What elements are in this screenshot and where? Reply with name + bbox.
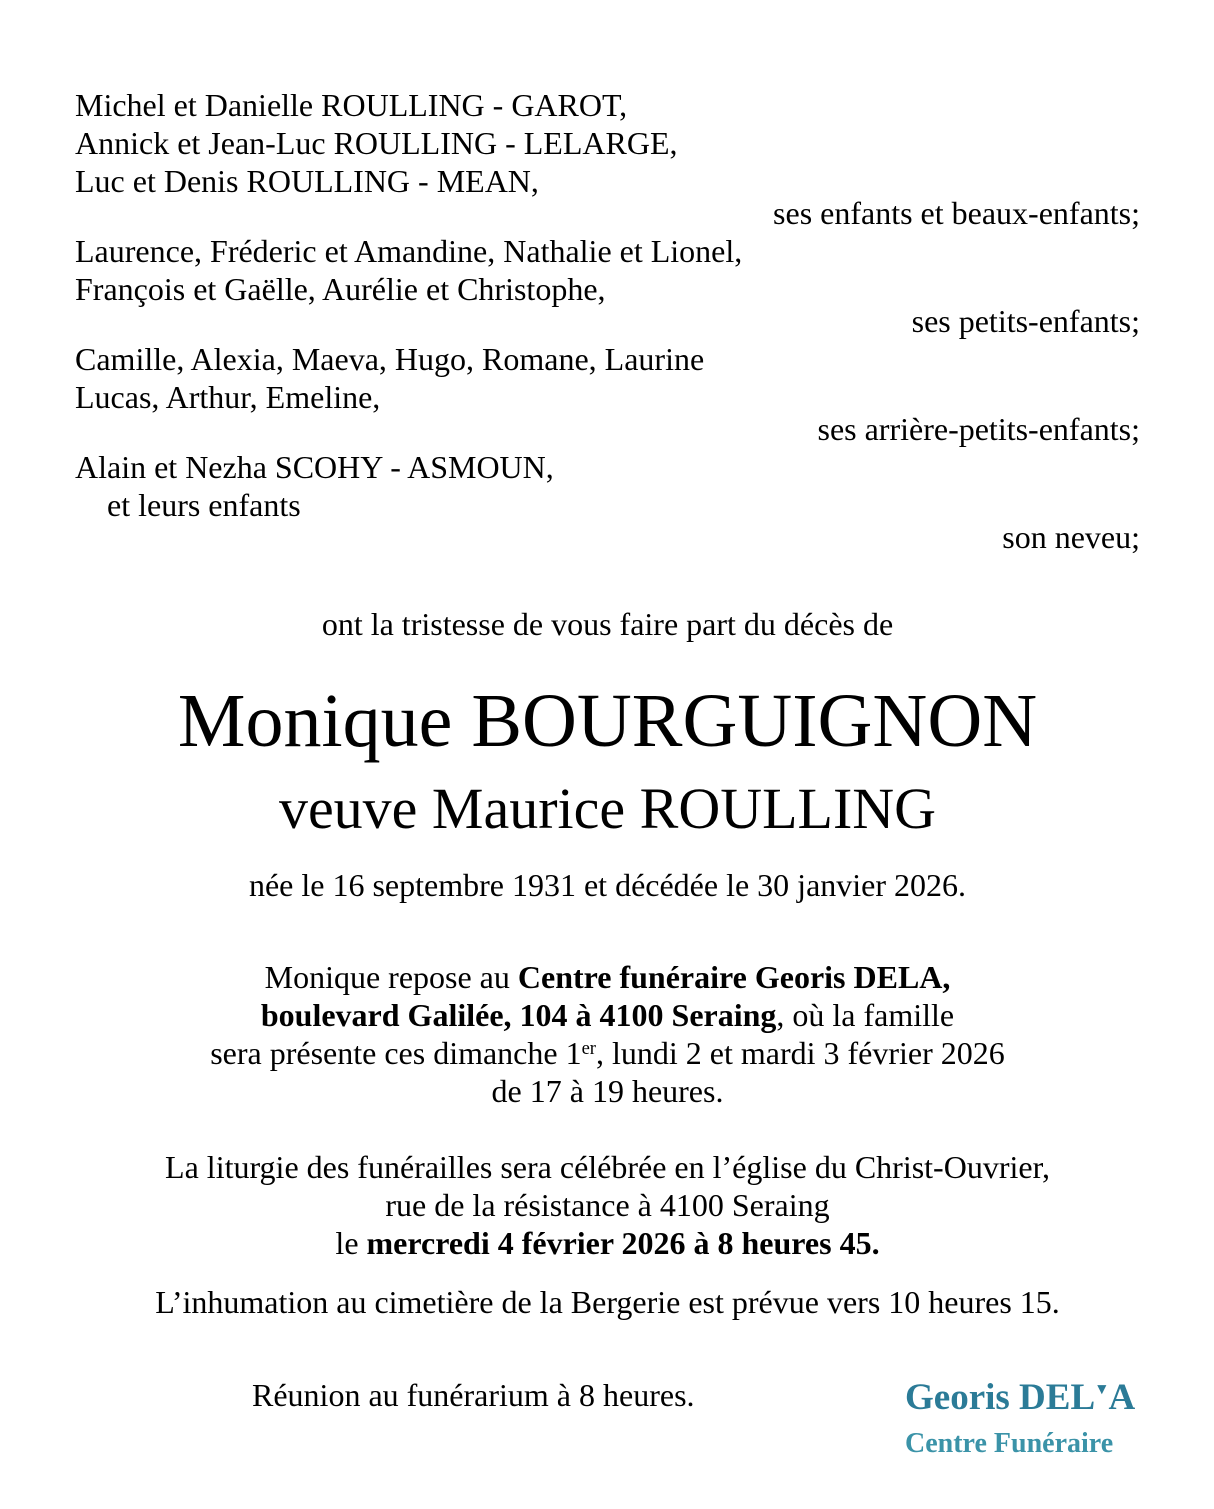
announcement-intro: ont la tristesse de vous faire part du décès de	[321, 606, 894, 642]
family-member-line: Alain et Nezha SCOHY - ASMOUN,	[75, 449, 554, 485]
relation-label: son neveu;	[1002, 519, 1140, 555]
repose-line-4: de 17 à 19 heures.	[491, 1073, 724, 1109]
dela-triangle-icon: ▼	[1094, 1381, 1110, 1398]
relation-label: ses enfants et beaux-enfants;	[773, 195, 1140, 231]
repose-line-2-bold: boulevard Galilée, 104 à 4100 Seraing	[260, 997, 777, 1033]
funeral-home-logo	[905, 1372, 1135, 1460]
repose-line-3	[75, 1034, 1140, 1072]
liturgy-paragraph	[75, 1148, 1140, 1262]
liturgy-line-3	[75, 1224, 1140, 1262]
liturgy-line-3-bold: mercredi 4 février 2026 à 8 heures 45.	[366, 1225, 880, 1261]
logo-brand-name	[905, 1372, 1135, 1418]
repose-line-1	[75, 958, 1140, 996]
repose-line-3-end: , lundi 2 et mardi 3 février 2026	[596, 1035, 1005, 1071]
family-member-line: Laurence, Fréderic et Amandine, Nathalie et Lionel,	[75, 233, 743, 269]
logo-brand-part1: Georis DEL	[905, 1377, 1096, 1419]
ordinal-superscript: er	[581, 1037, 596, 1059]
repose-line-1-normal: Monique repose au	[264, 959, 518, 995]
burial-line: L’inhumation au cimetière de la Bergerie est prévue vers 10 heures 15.	[155, 1284, 1060, 1320]
repose-line-2	[75, 996, 1140, 1034]
birth-death-dates: née le 16 septembre 1931 et décédée le 30 janvier 2026.	[248, 867, 967, 903]
liturgy-line-2: rue de la résistance à 4100 Seraing	[385, 1187, 830, 1223]
family-member-line: François et Gaëlle, Aurélie et Christophe,	[75, 271, 606, 307]
liturgy-line-3-normal: le	[335, 1225, 367, 1261]
family-member-line: et leurs enfants	[75, 487, 301, 523]
repose-paragraph	[75, 958, 1140, 1110]
family-member-line: Camille, Alexia, Maeva, Hugo, Romane, Laurine	[75, 341, 705, 377]
repose-line-2-normal: , où la famille	[776, 997, 955, 1033]
logo-subtitle: Centre Funéraire	[905, 1428, 1114, 1460]
logo-brand-part2: A	[1108, 1377, 1136, 1419]
widow-of-line: veuve Maurice ROULLING	[278, 776, 937, 841]
family-member-line: Lucas, Arthur, Emeline,	[75, 379, 381, 415]
repose-line-1-bold: Centre funéraire Georis DELA,	[517, 959, 951, 995]
family-member-line: Luc et Denis ROULLING - MEAN,	[75, 163, 539, 199]
relation-label: ses petits-enfants;	[911, 303, 1140, 339]
family-section	[75, 86, 1140, 556]
deceased-name: Monique BOURGUIGNON	[177, 679, 1038, 763]
family-member-line: Michel et Danielle ROULLING - GAROT,	[75, 87, 628, 123]
liturgy-line-1: La liturgie des funérailles sera célébrée en l’église du Christ-Ouvrier,	[165, 1149, 1050, 1185]
family-member-line: Annick et Jean-Luc ROULLING - LELARGE,	[75, 125, 678, 161]
relation-label: ses arrière-petits-enfants;	[817, 411, 1140, 447]
meeting-line: Réunion au funérarium à 8 heures.	[252, 1377, 695, 1413]
repose-line-3-start: sera présente ces dimanche 1	[210, 1035, 582, 1071]
